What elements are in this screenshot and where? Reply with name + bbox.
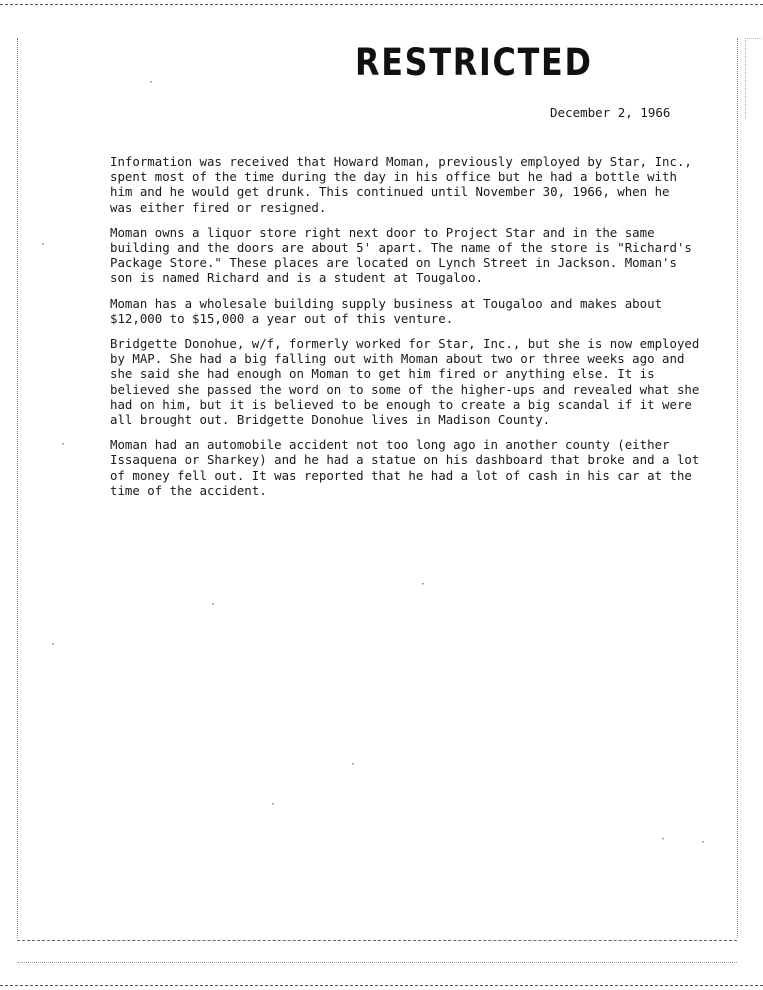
text-line: by MAP. She had a big falling out with Moman about two or three weeks ago and (110, 351, 685, 367)
memo-date: December 2, 1966 (550, 105, 671, 120)
scan-edge-right-margin (745, 38, 762, 119)
scan-speck: · (50, 639, 57, 650)
text-line: $12,000 to $15,000 a year out of this venture. (110, 310, 454, 326)
scan-speck: · (60, 439, 67, 450)
text-line: Issaquena or Sharkey) and he had a statue on his dashboard that broke and a lot (110, 452, 700, 468)
text-line: Moman has a wholesale building supply business at Tougaloo and makes about (110, 295, 663, 311)
text-line: Moman had an automobile accident not too long ago in another county (either (110, 437, 670, 453)
paragraph (110, 296, 680, 326)
text-line: spent most of the time during the day in his office but he had a bottle with (110, 169, 677, 185)
text-line: of money fell out. It was reported that he had a lot of cash in his car at the (110, 467, 692, 483)
paragraph (110, 224, 692, 286)
memo-body (110, 154, 700, 508)
scan-edge-bottom-outer (0, 985, 763, 986)
scan-edge-right (737, 38, 738, 938)
text-line: Bridgette Donohue, w/f, formerly worked for Star, Inc., but she is now employed (110, 336, 700, 352)
text-line: time of the accident. (110, 482, 267, 498)
text-line: had on him, but it is believed to be enough to create a big scandal if it were (110, 396, 692, 412)
scan-speck: · (420, 579, 427, 590)
text-line: was either fired or resigned. (110, 199, 327, 215)
scan-speck: · (210, 599, 217, 610)
scan-edge-bottom-inner (17, 962, 737, 963)
text-line: Moman owns a liquor store right next door to Project Star and in the same (110, 224, 655, 240)
restricted-stamp: RESTRICTED (355, 41, 593, 84)
scan-speck: · (270, 799, 277, 810)
paragraph (110, 437, 700, 498)
text-line: building and the doors are about 5' apart. The name of the store is "Richard's (110, 240, 692, 256)
text-line: she said she had enough on Moman to get him fired or anything else. It is (110, 366, 655, 382)
scan-edge-left (17, 38, 18, 938)
scan-speck: · (40, 239, 47, 250)
text-line: son is named Richard and is a student at Tougaloo. (110, 270, 483, 286)
text-line: him and he would get drunk. This continued until November 30, 1966, when he (110, 184, 670, 200)
text-line: believed she passed the word on to some of the higher-ups and revealed what she (110, 381, 700, 397)
scan-speck: · (700, 837, 707, 848)
paragraph (110, 154, 692, 215)
paragraph (110, 336, 700, 428)
scan-speck: · (660, 834, 667, 845)
scan-speck: · (148, 77, 155, 88)
text-line: Package Store." These places are located on Lynch Street in Jackson. Moman's (110, 255, 677, 271)
text-line: Information was received that Howard Moman, previously employed by Star, Inc., (110, 154, 692, 169)
scan-speck: · (350, 759, 357, 770)
text-line: all brought out. Bridgette Donohue lives in Madison County. (110, 412, 551, 428)
scan-edge-top (0, 4, 763, 5)
scan-edge-bottom (17, 940, 737, 941)
